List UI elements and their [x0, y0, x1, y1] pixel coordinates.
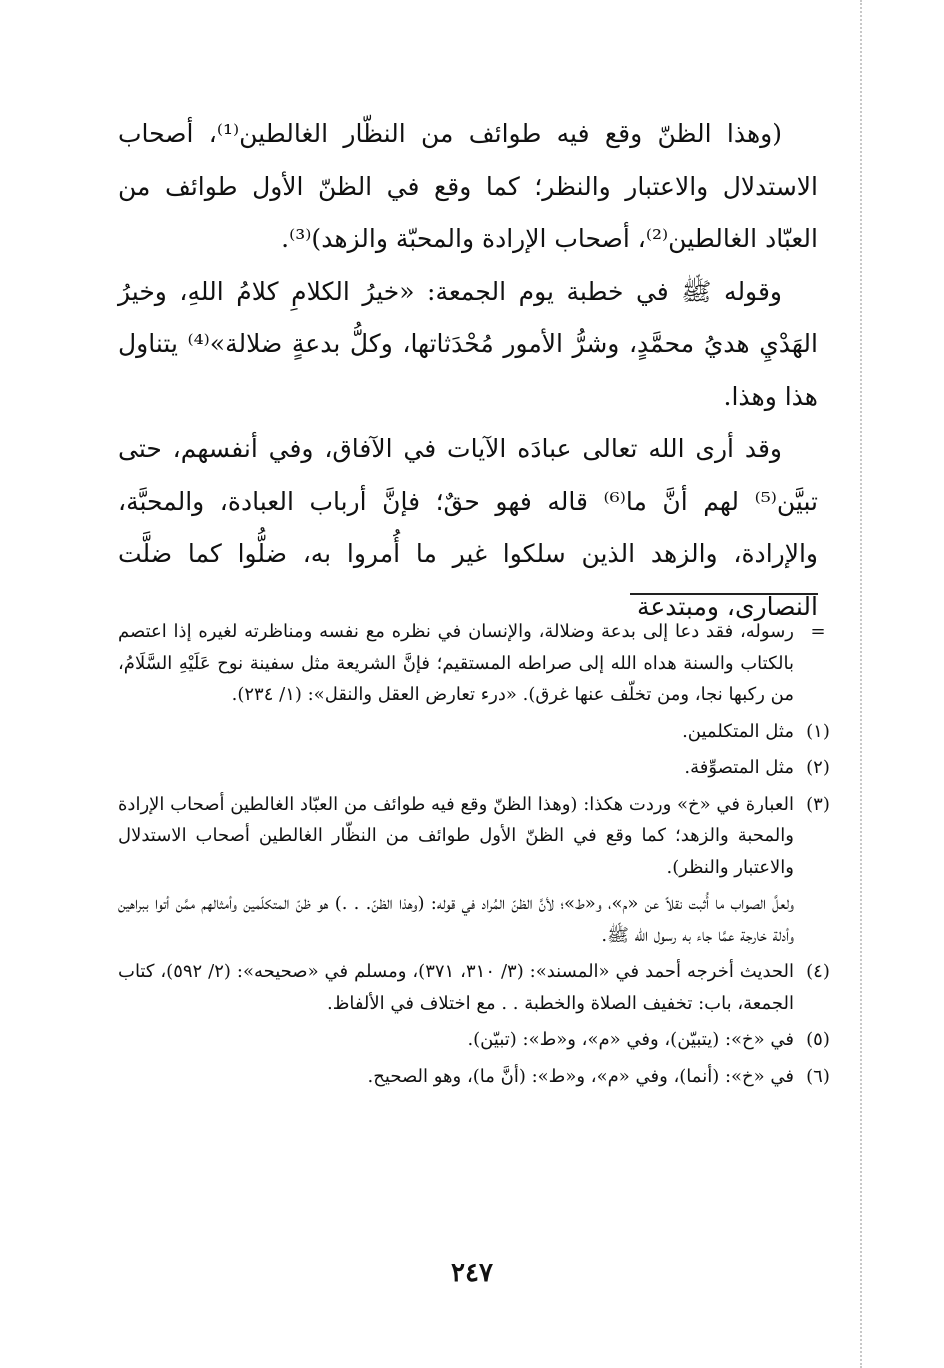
footnote-3 [118, 789, 838, 884]
main-paragraph-2: وقوله ﷺ في خطبة يوم الجمعة: «خيرُ الكلامِ كلامُ اللهِ، وخيرُ الهَدْيِ هديُ محمَّدٍ، وشرُّ الأمور مُحْدَثاتها، وكلُّ بدعةٍ ضلالة»⁽⁴⁾ يتناول هذا وهذا. [118, 276, 818, 411]
page-number: ٢٤٧ [451, 1258, 493, 1288]
footnote-text: في «خ»: (أنما)، وفي «م»، و«ط»: (أنَّ ما)، وهو الصحيح. [367, 1065, 794, 1087]
footnote-continuation-text: رسوله، فقد دعا إلى بدعة وضلالة، والإنسان في نظره مع نفسه ومناظرته لغيره إذا اعتصم بالكتاب والسنة هداه الله إلى صراطه المستقيم؛ فإنَّ الشريعة مثل سفينة نوح عَلَيْهِ السَّلَامُ، من ركبها نجا، ومن تخلّف عنها غرق). «درء تعارض العقل والنقل»: (١/ ٢٣٤). [118, 621, 794, 705]
main-text-body [118, 108, 818, 633]
footnote-4 [118, 956, 838, 1019]
footnote-continuation [118, 616, 838, 711]
footnote-number: (٤) [806, 961, 830, 982]
footnote-number: (٦) [806, 1065, 830, 1087]
main-paragraph-3: وقد أرى الله تعالى عبادَه الآيات في الآفاق، وفي أنفسهم، حتى تبيَّن⁽⁵⁾ لهم أنَّ ما⁽⁶⁾ قاله فهو حقٌ؛ فإنَّ أرباب العبادة، والمحبَّة، والإرادة، والزهد الذين سلكوا غير ما أُمروا به، ضلُّوا كما ضلَّت النصارى، ومبتدعة [118, 434, 818, 621]
footnote-1 [118, 716, 838, 748]
footnote-text: مثل المتكلمين. [682, 720, 794, 742]
main-paragraph-1: (وهذا الظنّ وقع فيه طوائف من النظّار الغالطين⁽¹⁾، أصحاب الاستدلال والاعتبار والنظر؛ كما وقع في الظنّ الأول طوائف من العبّاد الغالطين⁽²⁾، أصحاب الإرادة والمحبّة والزهد)⁽³⁾. [118, 119, 818, 253]
footnote-5 [118, 1024, 838, 1056]
footnotes-section [118, 616, 838, 1097]
footnote-text: في «خ»: (يتبيّن)، وفي «م»، و«ط»: (تبيّن). [467, 1029, 794, 1050]
footnote-text: العبارة في «خ» وردت هكذا: (وهذا الظنّ وقع فيه طوائف من العبّاد الغالطين أصحاب الإرادة والمحبة والزهد؛ كما وقع في الظنّ الأول طوائف من النظّار الغالطين أصحاب الاستدلال والاعتبار والنظر). [118, 793, 794, 878]
footnote-2 [118, 752, 838, 784]
footnote-text: مثل المتصوِّفة. [684, 757, 794, 778]
footnote-number: (٣) [806, 793, 830, 815]
footnote-number: (١) [806, 720, 830, 742]
footnote-continuation-marker: = [810, 621, 826, 642]
footnote-text: الحديث أخرجه أحمد في «المسند»: (٣/ ٣١٠، ٣٧١)، ومسلم في «صحيحه»: (٢/ ٥٩٢)، كتاب الجمعة، باب: تخفيف الصلاة والخطبة . . مع اختلاف في الألفاظ. [118, 961, 795, 1014]
footnote-separator [630, 593, 818, 595]
footnote-number: (٢) [806, 757, 830, 778]
page-edge-dotted-line [860, 0, 862, 1368]
footnote-number: (٥) [806, 1029, 830, 1050]
footnote-6 [118, 1061, 838, 1093]
footnote-3-continuation: ولعلَّ الصواب ما أُثبت نقلاً عن «م»، و«ط»؛ لأنَّ الظنّ المُراد في قوله: (وهذا الظنّ. . .) هو ظنّ المتكلّمين وأمثالهم ممَّن أتوا ببراهين وأدلة خارجة عمَّا جاء به رسول الله ﷺ. [118, 893, 794, 946]
